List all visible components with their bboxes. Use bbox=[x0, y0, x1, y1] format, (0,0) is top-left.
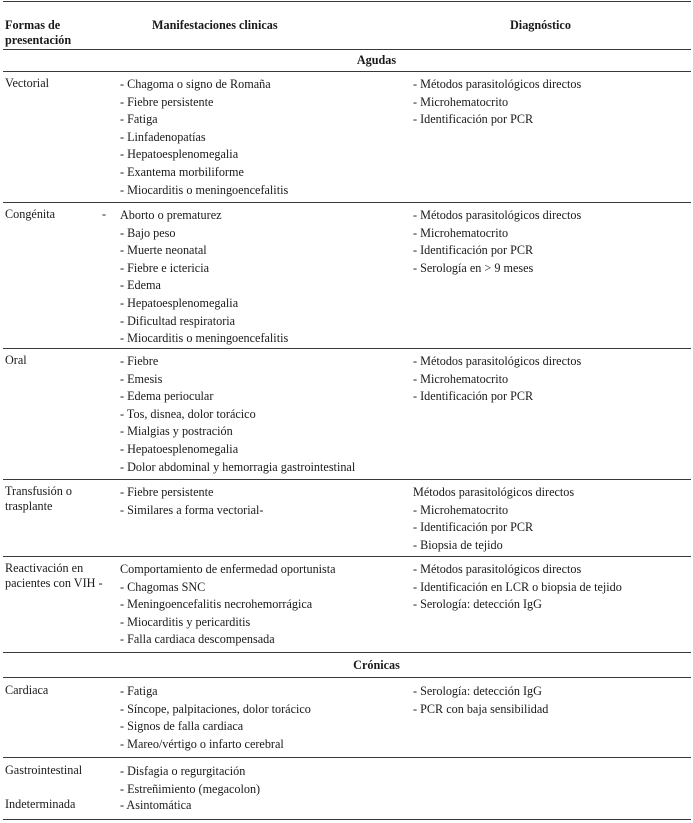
list-item: - Serología en > 9 meses bbox=[413, 260, 534, 275]
form-label: Gastrointestinal bbox=[5, 763, 83, 777]
list-item: - Edema bbox=[120, 278, 161, 293]
manifestations-cell bbox=[120, 207, 288, 348]
list-item: - Emesis bbox=[120, 371, 163, 386]
list-item: - Métodos parasitológicos directos bbox=[413, 354, 582, 368]
form-cell bbox=[5, 207, 115, 222]
list-item: - Hepatoesplenomegalia bbox=[120, 441, 239, 456]
manifestations-cell bbox=[120, 353, 355, 476]
header-forms bbox=[5, 18, 71, 48]
list-item: - Identificación por PCR bbox=[413, 112, 534, 127]
list-item: - Fiebre persistente bbox=[120, 485, 214, 499]
manifestations-cell bbox=[120, 484, 263, 519]
section-cronicas-rule bbox=[3, 677, 691, 678]
table-bottom-rule bbox=[3, 819, 691, 820]
list-item: - PCR con baja sensibilidad bbox=[413, 701, 549, 716]
list-item: - Miocarditis o meningoencefalitis bbox=[120, 331, 289, 346]
list-item: - Fatiga bbox=[120, 112, 158, 127]
diagnosis-cell bbox=[413, 76, 581, 129]
form-cell bbox=[5, 484, 115, 514]
list-item: - Hepatoesplenomegalia bbox=[120, 147, 239, 162]
list-item: - Similares a forma vectorial- bbox=[120, 502, 264, 517]
list-item: - Meningoencefalitis necrohemorrágica bbox=[120, 597, 313, 612]
manifestations-cell bbox=[120, 561, 336, 649]
list-item: - Identificación por PCR bbox=[413, 389, 534, 404]
manifestations-cell bbox=[120, 763, 260, 798]
list-item: - Muerte neonatal bbox=[120, 243, 207, 258]
form-label: Transfusión o bbox=[5, 484, 72, 498]
list-item: - Serología: detección IgG bbox=[413, 684, 542, 698]
section-title-agudas: Agudas bbox=[356, 53, 397, 67]
list-item: - Identificación en LCR o biopsia de tejido bbox=[413, 579, 622, 594]
row-divider bbox=[3, 202, 691, 203]
list-item: - Fatiga bbox=[120, 684, 158, 698]
diagnosis-cell bbox=[413, 353, 581, 406]
diagnosis-cell bbox=[413, 484, 574, 554]
list-item: - Chagomas SNC bbox=[120, 579, 206, 594]
form-label: trasplante bbox=[5, 499, 53, 513]
form-label: Reactivación en bbox=[5, 561, 84, 575]
list-item: - Chagoma o signo de Romaña bbox=[120, 77, 271, 91]
list-item: - Métodos parasitológicos directos bbox=[413, 562, 582, 576]
list-item: Comportamiento de enfermedad oportunista bbox=[120, 562, 336, 576]
list-item: - Microhematocrito bbox=[413, 94, 509, 109]
header-forms-line: Formas de bbox=[5, 18, 61, 32]
row-divider bbox=[3, 556, 691, 557]
list-item: - Edema periocular bbox=[120, 389, 214, 404]
form-cell bbox=[5, 561, 115, 591]
list-item: - Síncope, palpitaciones, dolor torácico bbox=[120, 701, 311, 716]
list-item: - Exantema morbiliforme bbox=[120, 164, 244, 179]
row-divider bbox=[3, 652, 691, 653]
list-item: - Asintomática bbox=[120, 798, 192, 812]
list-item: - Estreñimiento (megacolon) bbox=[120, 781, 261, 796]
table-top-rule bbox=[3, 1, 691, 2]
form-label: Indeterminada bbox=[5, 797, 76, 811]
list-item: Métodos parasitológicos directos bbox=[413, 485, 575, 499]
list-item: - Dolor abdominal y hemorragia gastrointestinal bbox=[120, 459, 356, 474]
row-divider bbox=[3, 479, 691, 480]
list-item: - Miocarditis y pericarditis bbox=[120, 614, 251, 629]
list-item: - Miocarditis o meningoencefalitis bbox=[120, 182, 289, 197]
diagnosis-cell bbox=[413, 561, 622, 614]
header-diagnosis: Diagnóstico bbox=[510, 18, 571, 32]
list-item: - Dificultad respiratoria bbox=[120, 313, 236, 328]
list-item: - Serología: detección IgG bbox=[413, 597, 542, 612]
list-item: - Métodos parasitológicos directos bbox=[413, 208, 582, 222]
list-item: - Fiebre bbox=[120, 354, 159, 368]
list-item: - Disfagia o regurgitación bbox=[120, 764, 246, 778]
list-item: - Signos de falla cardiaca bbox=[120, 719, 244, 734]
diagnosis-cell bbox=[413, 207, 581, 277]
form-label: Vectorial bbox=[5, 76, 49, 90]
list-item: - Mialgias y postración bbox=[120, 424, 233, 439]
form-cell bbox=[5, 763, 115, 778]
section-agudas-rule bbox=[3, 71, 691, 72]
manifestations-cell bbox=[120, 76, 288, 199]
form-label: - bbox=[102, 207, 107, 221]
list-item: - Microhematocrito bbox=[413, 225, 509, 240]
header-forms-line: presentación bbox=[5, 33, 72, 47]
list-item: - Linfadenopatías bbox=[120, 129, 206, 144]
form-cell bbox=[5, 353, 115, 368]
list-item: - Hepatoesplenomegalia bbox=[120, 295, 239, 310]
list-item: - Biopsia de tejido bbox=[413, 537, 503, 552]
form-label: pacientes con VIH - bbox=[5, 576, 103, 590]
list-item: - Tos, disnea, dolor torácico bbox=[120, 406, 256, 421]
diagnosis-cell bbox=[413, 683, 548, 718]
list-item: - Falla cardiaca descompensada bbox=[120, 632, 275, 647]
manifestations-cell bbox=[120, 683, 311, 753]
list-item: - Fiebre persistente bbox=[120, 94, 214, 109]
list-item: - Métodos parasitológicos directos bbox=[413, 77, 582, 91]
form-cell bbox=[5, 76, 115, 91]
list-item: Aborto o prematurez bbox=[120, 208, 222, 222]
list-item: - Mareo/vértigo o infarto cerebral bbox=[120, 736, 284, 751]
form-label: Oral bbox=[5, 353, 27, 367]
list-item: - Microhematocrito bbox=[413, 502, 509, 517]
form-label: Congénita bbox=[5, 207, 56, 221]
list-item: - Identificación por PCR bbox=[413, 243, 534, 258]
row-divider bbox=[3, 757, 691, 758]
section-title-cronicas: Crónicas bbox=[353, 658, 400, 672]
list-item: - Fiebre e ictericia bbox=[120, 260, 209, 275]
form-cell bbox=[5, 797, 115, 812]
row-divider bbox=[3, 348, 691, 349]
header-manifestations: Manifestaciones clinicas bbox=[152, 18, 278, 32]
list-item: - Microhematocrito bbox=[413, 371, 509, 386]
form-label: Cardiaca bbox=[5, 683, 49, 697]
list-item: - Bajo peso bbox=[120, 225, 176, 240]
form-cell bbox=[5, 683, 115, 698]
list-item: - Identificación por PCR bbox=[413, 520, 534, 535]
manifestations-cell bbox=[120, 797, 191, 815]
header-bottom-rule bbox=[3, 49, 691, 50]
